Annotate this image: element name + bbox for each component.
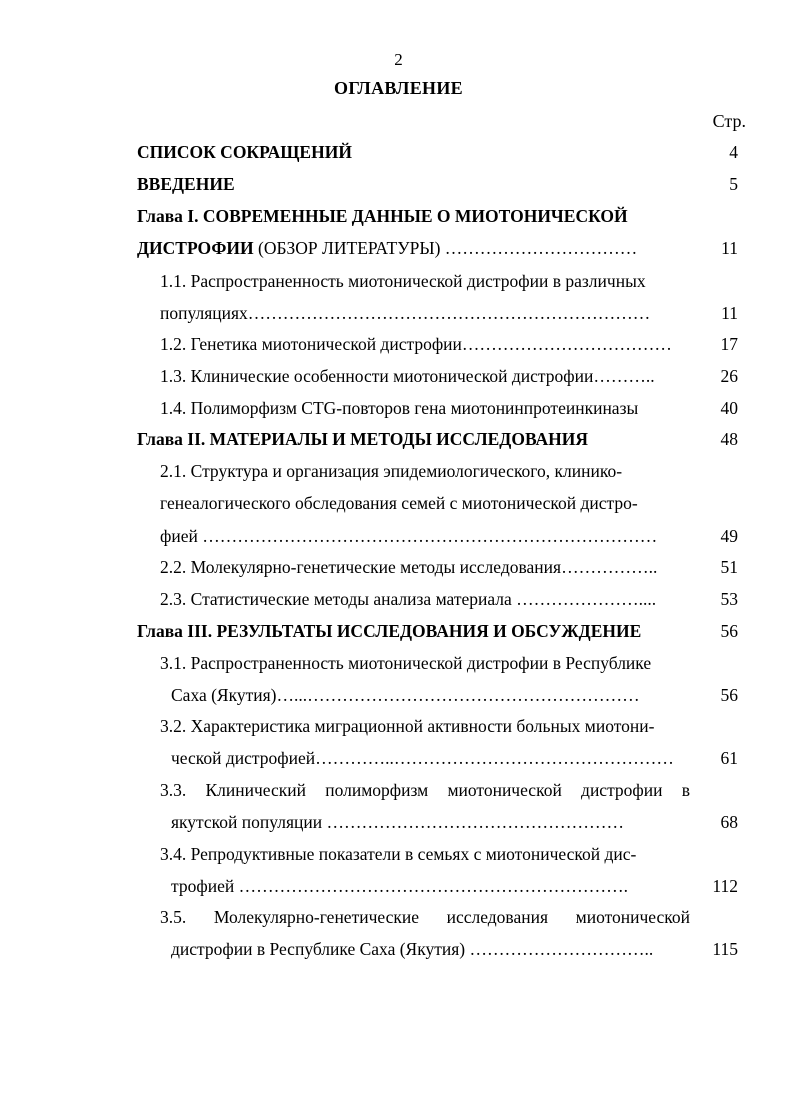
toc-entry-3-4-line1[interactable]: 3.4. Репродуктивные показатели в семьях с миотонической дис- <box>160 844 637 864</box>
toc-entry-1-3[interactable]: 1.3. Клинические особенности миотонической дистрофии……….. <box>160 366 655 386</box>
toc-entry-chapter-2[interactable]: Глава II. МАТЕРИАЛЫ И МЕТОДЫ ИССЛЕДОВАНИЯ <box>137 429 589 449</box>
toc-page-3-5: 115 <box>712 939 738 959</box>
toc-entry-3-3-line2[interactable]: якутской популяции …………………………………………… <box>171 812 625 832</box>
toc-page-1-2: 17 <box>720 334 738 354</box>
toc-page-2-3: 53 <box>720 589 738 609</box>
toc-entry-2-2[interactable]: 2.2. Молекулярно-генетические методы исследования…………….. <box>160 557 658 577</box>
toc-page-introduction: 5 <box>729 174 738 194</box>
toc-entry-1-2[interactable]: 1.2. Генетика миотонической дистрофии……………………………… <box>160 334 672 354</box>
toc-page-2-1: 49 <box>720 526 738 546</box>
toc-entry-3-5-line2[interactable]: дистрофии в Республике Саха (Якутия) ………………………….. <box>171 939 654 959</box>
toc-page-chapter-1: 11 <box>721 238 738 258</box>
toc-entry-chapter-3[interactable]: Глава III. РЕЗУЛЬТАТЫ ИССЛЕДОВАНИЯ И ОБСУЖДЕНИЕ <box>137 621 642 641</box>
toc-entry-chapter-1-line2[interactable] <box>137 236 677 260</box>
page-title: ОГЛАВЛЕНИЕ <box>334 78 463 98</box>
toc-entry-3-5-line1[interactable]: 3.5. Молекулярно-генетические исследования миотонической <box>160 907 690 927</box>
toc-entry-3-2-line2[interactable]: ческой дистрофией…………..………………………………………… <box>171 748 674 768</box>
toc-entry-3-1-line2[interactable]: Саха (Якутия)…...………………………………………………… <box>171 685 640 705</box>
page-column-label: Стр. <box>712 111 746 131</box>
toc-page-1-4: 40 <box>720 398 738 418</box>
toc-entry-chapter-1-bold: ДИСТРОФИИ <box>137 238 254 258</box>
toc-entry-3-2-line1[interactable]: 3.2. Характеристика миграционной активности больных миотони- <box>160 716 655 736</box>
toc-page-3-3: 68 <box>720 812 738 832</box>
toc-page-3-1: 56 <box>720 685 738 705</box>
toc-entry-2-1-line2[interactable]: генеалогического обследования семей с миотонической дистро- <box>160 493 638 513</box>
page-number: 2 <box>394 50 403 69</box>
toc-page-chapter-3: 56 <box>720 621 738 641</box>
toc-entry-chapter-1-text: (ОБЗОР ЛИТЕРАТУРЫ) …………………………… <box>253 238 638 258</box>
toc-page-2-2: 51 <box>720 557 738 577</box>
toc-entry-1-1-line2[interactable]: популяциях…………………………………………………………… <box>160 303 651 323</box>
toc-page-chapter-2: 48 <box>720 429 738 449</box>
toc-page-3-4: 112 <box>712 876 738 896</box>
toc-entry-1-1-line1[interactable]: 1.1. Распространенность миотонической дистрофии в различных <box>160 271 646 291</box>
toc-page-3-2: 61 <box>720 748 738 768</box>
toc-entry-2-3[interactable]: 2.3. Статистические методы анализа материала ………………….... <box>160 589 657 609</box>
toc-entry-3-3-line1[interactable]: 3.3. Клинический полиморфизм миотонической дистрофии в <box>160 780 690 800</box>
toc-entry-chapter-1-line1[interactable]: Глава I. СОВРЕМЕННЫЕ ДАННЫЕ О МИОТОНИЧЕСКОЙ <box>137 206 628 226</box>
toc-entry-2-1-line1[interactable]: 2.1. Структура и организация эпидемиологического, клинико- <box>160 461 623 481</box>
toc-entry-2-1-line3[interactable]: фией …………………………………………………………………… <box>160 526 658 546</box>
toc-entry-1-4[interactable]: 1.4. Полиморфизм CTG-повторов гена миотонинпротеинкиназы <box>160 398 639 418</box>
toc-entry-introduction[interactable]: ВВЕДЕНИЕ <box>137 174 235 194</box>
toc-page-abbreviations: 4 <box>729 142 738 162</box>
toc-page-1-1: 11 <box>721 303 738 323</box>
toc-entry-3-4-line2[interactable]: трофией …………………………………………………………. <box>171 876 628 896</box>
toc-entry-abbreviations[interactable]: СПИСОК СОКРАЩЕНИЙ <box>137 142 352 162</box>
toc-page-1-3: 26 <box>720 366 738 386</box>
toc-entry-3-1-line1[interactable]: 3.1. Распространенность миотонической дистрофии в Республике <box>160 653 652 673</box>
